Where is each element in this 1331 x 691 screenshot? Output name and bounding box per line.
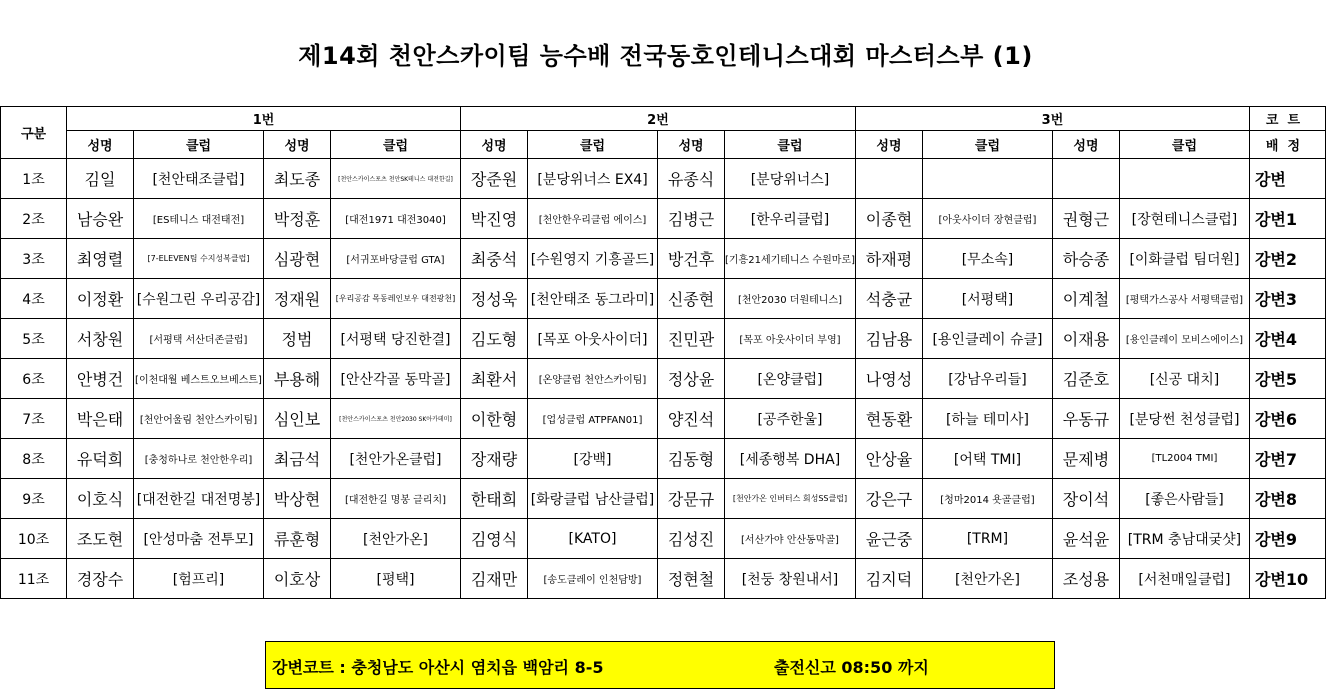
- player-name: 박상현: [264, 479, 331, 519]
- player-club: [서평택 당진한결]: [331, 319, 461, 359]
- player-club: [온양클럽 천안스카이팀]: [528, 359, 658, 399]
- court-assignment: 강변1: [1249, 199, 1325, 239]
- player-name: 유덕희: [67, 439, 134, 479]
- table-row: [1, 519, 1326, 559]
- player-club: [ES테니스 대전태전]: [134, 199, 264, 239]
- player-name: 윤석윤: [1052, 519, 1119, 559]
- player-name: 김재만: [461, 559, 528, 599]
- player-club: [수원영지 기흥골드]: [528, 239, 658, 279]
- player-name: 조성용: [1052, 559, 1119, 599]
- player-club: [이천대월 베스트오브베스트]: [134, 359, 264, 399]
- player-club: [서산가야 안산동막골]: [725, 519, 856, 559]
- court-assignment: 강변8: [1249, 479, 1325, 519]
- player-name: 이계철: [1052, 279, 1119, 319]
- table-row: [1, 319, 1326, 359]
- player-name: 정범: [264, 319, 331, 359]
- player-club: [KATO]: [528, 519, 658, 559]
- player-club: [천안가온]: [331, 519, 461, 559]
- player-name: 박정훈: [264, 199, 331, 239]
- name-header: 성명: [658, 131, 725, 159]
- player-club: [안산각골 동막골]: [331, 359, 461, 399]
- group-label: 9조: [1, 479, 67, 519]
- group-label: 11조: [1, 559, 67, 599]
- player-name: 남승완: [67, 199, 134, 239]
- player-name: [1052, 159, 1119, 199]
- player-name: 진민관: [658, 319, 725, 359]
- player-club: [기흥21세기테니스 수원마로]: [725, 239, 856, 279]
- player-name: 한태희: [461, 479, 528, 519]
- table-row: [1, 559, 1326, 599]
- player-name: 김일: [67, 159, 134, 199]
- slot-header-1: 1번: [67, 107, 461, 131]
- player-club: [아웃사이더 장현클럽]: [922, 199, 1052, 239]
- player-name: 최환서: [461, 359, 528, 399]
- player-club: [온양클럽]: [725, 359, 856, 399]
- player-name: 최금석: [264, 439, 331, 479]
- player-name: 우동규: [1052, 399, 1119, 439]
- group-label: 8조: [1, 439, 67, 479]
- player-club: [어택 TMI]: [922, 439, 1052, 479]
- player-club: [천안가온클럽]: [331, 439, 461, 479]
- slot-header-3: 3번: [855, 107, 1249, 131]
- player-name: 정현철: [658, 559, 725, 599]
- header-row-columns: [1, 131, 1326, 159]
- player-name: 장재량: [461, 439, 528, 479]
- player-name: 이종현: [855, 199, 922, 239]
- player-club: [서천매일클럽]: [1119, 559, 1249, 599]
- court-assignment: 강변2: [1249, 239, 1325, 279]
- player-club: [신공 대치]: [1119, 359, 1249, 399]
- player-name: 정상윤: [658, 359, 725, 399]
- player-name: 이재용: [1052, 319, 1119, 359]
- club-header: 클럽: [1119, 131, 1249, 159]
- player-name: 안상율: [855, 439, 922, 479]
- player-name: 심인보: [264, 399, 331, 439]
- player-name: 유종식: [658, 159, 725, 199]
- player-name: 석충균: [855, 279, 922, 319]
- slot-header-2: 2번: [461, 107, 856, 131]
- player-name: 이호상: [264, 559, 331, 599]
- player-name: 방건후: [658, 239, 725, 279]
- page-title: 제14회 천안스카이팀 능수배 전국동호인테니스대회 마스터스부 (1): [298, 42, 1033, 70]
- player-club: [한우리클럽]: [725, 199, 856, 239]
- player-club: [평택가스공사 서평택클럽]: [1119, 279, 1249, 319]
- club-header: 클럽: [331, 131, 461, 159]
- player-club: [이화클럽 팀더원]: [1119, 239, 1249, 279]
- player-name: 최중석: [461, 239, 528, 279]
- player-club: [천안한우리클럽 에이스]: [528, 199, 658, 239]
- player-club: [좋은사람들]: [1119, 479, 1249, 519]
- player-name: 정재원: [264, 279, 331, 319]
- player-name: 류훈형: [264, 519, 331, 559]
- player-name: 김지덕: [855, 559, 922, 599]
- player-name: 안병건: [67, 359, 134, 399]
- group-label: 7조: [1, 399, 67, 439]
- venue-notice: [265, 641, 1055, 689]
- player-club: [송도클레이 인천담방]: [528, 559, 658, 599]
- player-name: 권형근: [1052, 199, 1119, 239]
- court-assignment: 강변4: [1249, 319, 1325, 359]
- club-header: 클럽: [528, 131, 658, 159]
- player-club: [목포 아웃사이더 부영]: [725, 319, 856, 359]
- name-header: 성명: [67, 131, 134, 159]
- player-club: [우리공감 목동레인보우 대전광천]: [331, 279, 461, 319]
- player-club: [천안2030 더원테니스]: [725, 279, 856, 319]
- table-row: [1, 279, 1326, 319]
- player-name: 윤근중: [855, 519, 922, 559]
- court-assignment: 강변9: [1249, 519, 1325, 559]
- court-assignment: 강변6: [1249, 399, 1325, 439]
- player-club: [서평택 서산더존클럽]: [134, 319, 264, 359]
- player-club: [용인클레이 슈클]: [922, 319, 1052, 359]
- player-name: 장준원: [461, 159, 528, 199]
- player-club: [922, 159, 1052, 199]
- court-header-top: 코트: [1249, 107, 1325, 131]
- header-row-slots: [1, 107, 1326, 131]
- club-header: 클럽: [725, 131, 856, 159]
- player-name: 최영렬: [67, 239, 134, 279]
- player-name: 양진석: [658, 399, 725, 439]
- player-club: [무소속]: [922, 239, 1052, 279]
- player-name: 김성진: [658, 519, 725, 559]
- player-club: [청마2014 욧골클럽]: [922, 479, 1052, 519]
- player-name: 김동형: [658, 439, 725, 479]
- table-row: [1, 479, 1326, 519]
- player-club: [세종행복 DHA]: [725, 439, 856, 479]
- player-name: 경장수: [67, 559, 134, 599]
- player-club: [천안태조 동그라미]: [528, 279, 658, 319]
- player-name: 김병근: [658, 199, 725, 239]
- player-name: 박진영: [461, 199, 528, 239]
- player-club: [서귀포바당클럽 GTA]: [331, 239, 461, 279]
- court-assignment: 강변: [1249, 159, 1325, 199]
- player-club: [천안가온]: [922, 559, 1052, 599]
- player-name: 강은구: [855, 479, 922, 519]
- player-club: [강백]: [528, 439, 658, 479]
- player-name: 최도종: [264, 159, 331, 199]
- court-header-bottom: 배정: [1249, 131, 1325, 159]
- table-row: [1, 159, 1326, 199]
- player-name: 현동환: [855, 399, 922, 439]
- player-club: [천안어울림 천안스카이팀]: [134, 399, 264, 439]
- table-row: [1, 199, 1326, 239]
- court-assignment: 강변7: [1249, 439, 1325, 479]
- player-name: 장이석: [1052, 479, 1119, 519]
- player-club: [TRM 충남대궂샷]: [1119, 519, 1249, 559]
- player-name: 부용해: [264, 359, 331, 399]
- table-row: [1, 399, 1326, 439]
- name-header: 성명: [855, 131, 922, 159]
- player-club: [험프리]: [134, 559, 264, 599]
- player-club: [분당위너스]: [725, 159, 856, 199]
- player-club: [화랑클럽 남산클럽]: [528, 479, 658, 519]
- group-label: 2조: [1, 199, 67, 239]
- player-name: 김도형: [461, 319, 528, 359]
- player-club: [대전한길 대전명봉]: [134, 479, 264, 519]
- player-club: [TRM]: [922, 519, 1052, 559]
- group-label: 3조: [1, 239, 67, 279]
- name-header: 성명: [1052, 131, 1119, 159]
- player-club: [TL2004 TMI]: [1119, 439, 1249, 479]
- player-club: [서평택]: [922, 279, 1052, 319]
- player-name: 김준호: [1052, 359, 1119, 399]
- player-name: 조도현: [67, 519, 134, 559]
- table-row: [1, 239, 1326, 279]
- player-name: [855, 159, 922, 199]
- player-name: 정성욱: [461, 279, 528, 319]
- player-club: [대전1971 대전3040]: [331, 199, 461, 239]
- table-row: [1, 439, 1326, 479]
- player-club: [공주한울]: [725, 399, 856, 439]
- player-name: 신종현: [658, 279, 725, 319]
- player-club: [수원그린 우리공감]: [134, 279, 264, 319]
- group-header: 구분: [1, 107, 67, 159]
- checkin-deadline: 출전신고 08:50 까지: [774, 658, 929, 677]
- player-club: [하늘 테미사]: [922, 399, 1052, 439]
- table-row: [1, 359, 1326, 399]
- player-name: 문제병: [1052, 439, 1119, 479]
- player-name: 김남용: [855, 319, 922, 359]
- player-club: [천안스카이스포츠 천안SK테니스 대전한길]: [331, 159, 461, 199]
- player-club: [안성마춤 전투모]: [134, 519, 264, 559]
- group-label: 5조: [1, 319, 67, 359]
- player-club: [장현테니스클럽]: [1119, 199, 1249, 239]
- player-club: [분당썬 천성클럽]: [1119, 399, 1249, 439]
- player-club: [강남우리들]: [922, 359, 1052, 399]
- court-assignment: 강변3: [1249, 279, 1325, 319]
- name-header: 성명: [264, 131, 331, 159]
- player-name: 이정환: [67, 279, 134, 319]
- player-name: 서창원: [67, 319, 134, 359]
- court-assignment: 강변5: [1249, 359, 1325, 399]
- player-club: [천안가온 인버터스 회성SS클럽]: [725, 479, 856, 519]
- group-label: 4조: [1, 279, 67, 319]
- group-label: 10조: [1, 519, 67, 559]
- group-label: 6조: [1, 359, 67, 399]
- player-club: [분당위너스 EX4]: [528, 159, 658, 199]
- player-name: 나영성: [855, 359, 922, 399]
- player-club: [1119, 159, 1249, 199]
- player-club: [평택]: [331, 559, 461, 599]
- court-assignment: 강변10: [1249, 559, 1325, 599]
- club-header: 클럽: [922, 131, 1052, 159]
- player-name: 박은태: [67, 399, 134, 439]
- player-name: 이한형: [461, 399, 528, 439]
- name-header: 성명: [461, 131, 528, 159]
- venue-address: 강변코트 : 충청남도 아산시 염치읍 백암리 8-5: [272, 658, 604, 677]
- bracket-table: [0, 106, 1326, 599]
- player-name: 강문규: [658, 479, 725, 519]
- player-club: [목포 아웃사이더]: [528, 319, 658, 359]
- player-club: [7-ELEVEN팀 수지성복클럽]: [134, 239, 264, 279]
- player-club: [용인클레이 모비스에이스]: [1119, 319, 1249, 359]
- player-club: [천안스카이스포츠 천안2030 SK아카데미]: [331, 399, 461, 439]
- player-name: 김영식: [461, 519, 528, 559]
- player-name: 하승종: [1052, 239, 1119, 279]
- player-club: [천둥 창원내서]: [725, 559, 856, 599]
- player-name: 하재평: [855, 239, 922, 279]
- player-club: [천안태조클럽]: [134, 159, 264, 199]
- player-name: 이호식: [67, 479, 134, 519]
- player-club: [대전한길 명봉 글리치]: [331, 479, 461, 519]
- player-club: [충청하나로 천안한우리]: [134, 439, 264, 479]
- group-label: 1조: [1, 159, 67, 199]
- player-club: [업성클럽 ATPFAN01]: [528, 399, 658, 439]
- club-header: 클럽: [134, 131, 264, 159]
- player-name: 심광현: [264, 239, 331, 279]
